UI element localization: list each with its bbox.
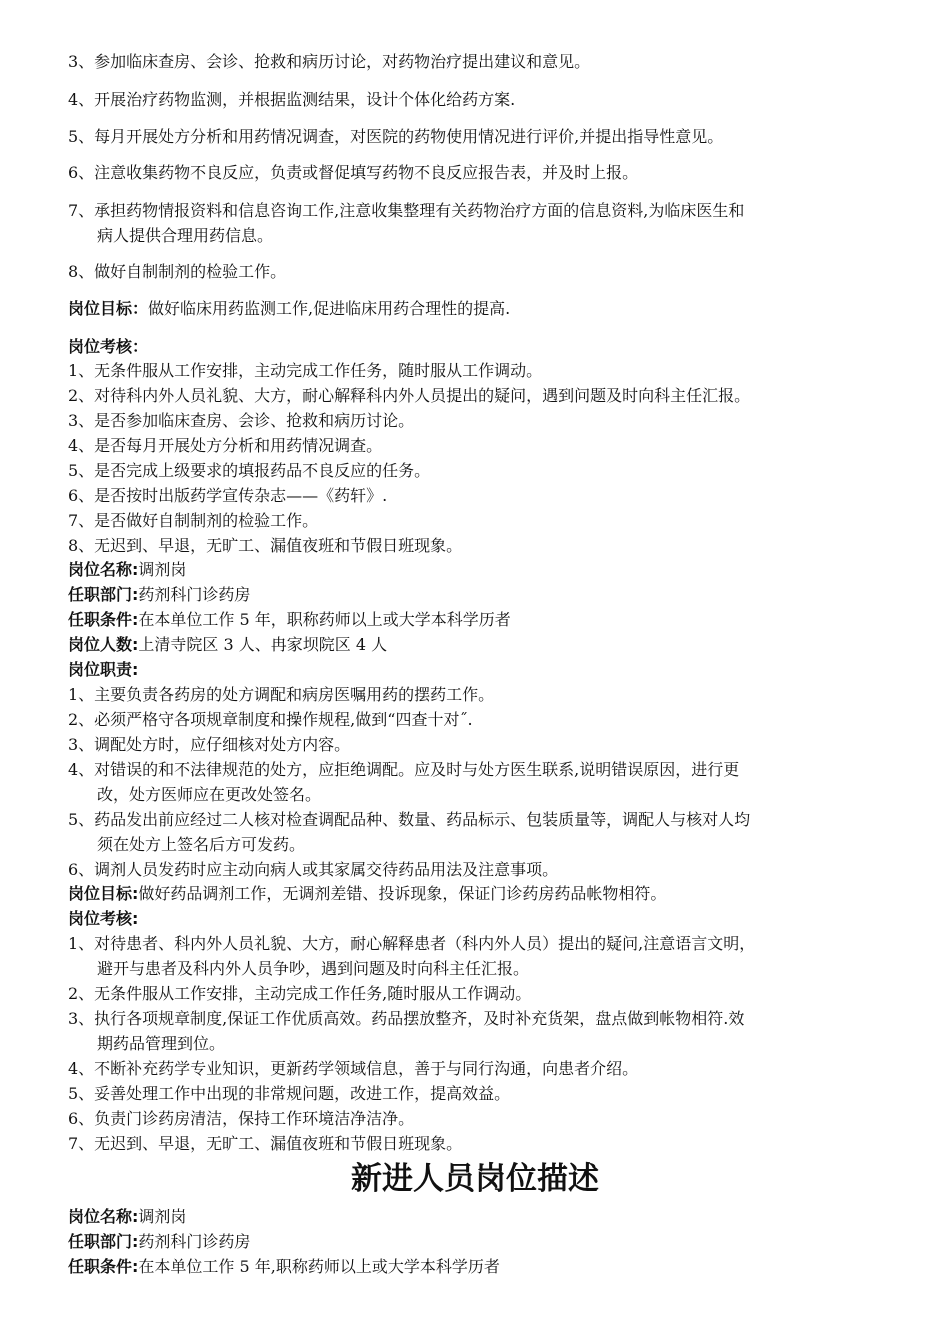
assessment-item-5: 5、是否完成上级要求的填报药品不良反应的任务。 [68,461,431,480]
assessment-item-1: 1、无条件服从工作安排，主动完成工作任务，随时服从工作调动。 [68,361,543,380]
assessment-b-item-6: 6、负责门诊药房清洁，保持工作环境洁净洁净。 [68,1109,415,1128]
post-c-name-value: 调剂岗 [138,1207,187,1226]
duty-b-item-4: 4、对错误的和不法律规范的处方，应拒绝调配。应及时与处方医生联系,说明错误原因，进行更 [68,760,740,779]
assessment-item-3: 3、是否参加临床查房、会诊、抢救和病历讨论。 [68,411,415,430]
post-condition-value: 在本单位工作 5 年，职称药师以上或大学本科学历者 [138,610,511,629]
post-c-name [68,1207,186,1227]
assessment-item-8: 8、无迟到、早退，无旷工、漏值夜班和节假日班现象。 [68,536,463,555]
post-c-dept-value: 药剂科门诊药房 [138,1232,251,1251]
post-headcount-value: 上清寺院区 3 人、冉家坝院区 4 人 [138,635,388,654]
duty-item-8: 8、做好自制制剂的检验工作。 [68,262,287,281]
assessment-b-item-4: 4、不断补充药学专业知识，更新药学领域信息，善于与同行沟通，向患者介绍。 [68,1059,639,1078]
assessment-item-4: 4、是否每月开展处方分析和用药情况调查。 [68,436,383,455]
duty-item-7: 7、承担药物情报资料和信息咨询工作,注意收集整理有关药物治疗方面的信息资料,为临床医生和 [68,201,745,220]
post-c-condition-label: 任职条件: [68,1257,139,1276]
duty-item-3: 3、参加临床查房、会诊、抢救和病历讨论，对药物治疗提出建议和意见。 [68,52,591,71]
post-dept-value: 药剂科门诊药房 [138,585,251,604]
post-condition-label: 任职条件: [68,610,139,629]
assessment-b-item-3: 3、执行各项规章制度,保证工作优质高效。药品摆放整齐，及时补充货架，盘点做到帐物相符.效 [68,1009,745,1028]
assessment-item-6: 6、是否按时出版药学宣传杂志——《药轩》. [68,486,388,505]
duties-heading: 岗位职责: [68,660,139,679]
assessment-b-item-7: 7、无迟到、早退，无旷工、漏值夜班和节假日班现象。 [68,1134,463,1153]
assessment-b-heading: 岗位考核: [68,909,139,928]
post-b-goal-label: 岗位目标: [68,884,139,903]
assessment-item-2: 2、对待科内外人员礼貌、大方，耐心解释科内外人员提出的疑问，遇到问题及时向科主任汇报。 [68,386,751,405]
post-goal-label: 岗位目标： [68,299,149,318]
post-c-condition [68,1257,500,1277]
post-dept [68,585,250,605]
duty-b-item-4-cont: 改，处方医师应在更改处签名。 [97,785,322,804]
post-name-value: 调剂岗 [138,560,187,579]
assessment-heading: 岗位考核： [68,337,149,356]
duty-item-5: 5、每月开展处方分析和用药情况调查，对医院的药物使用情况进行评价,并提出指导性意见。 [68,127,724,146]
post-headcount [68,635,387,655]
post-c-condition-value: 在本单位工作 5 年,职称药师以上或大学本科学历者 [138,1257,500,1276]
assessment-b-item-1: 1、对待患者、科内外人员礼貌、大方，耐心解释患者（科内外人员）提出的疑问,注意语言文明， [68,934,756,953]
duty-b-item-5: 5、药品发出前应经过二人核对检查调配品种、数量、药品标示、包装质量等，调配人与核对人均 [68,810,751,829]
duty-b-item-6: 6、调剂人员发药时应主动向病人或其家属交待药品用法及注意事项。 [68,860,559,879]
duty-item-6: 6、注意收集药物不良反应，负责或督促填写药物不良反应报告表，并及时上报。 [68,163,639,182]
assessment-item-7: 7、是否做好自制制剂的检验工作。 [68,511,319,530]
duty-item-4: 4、开展治疗药物监测，并根据监测结果，设计个体化给药方案. [68,90,516,109]
post-c-name-label: 岗位名称: [68,1207,139,1226]
post-goal [68,299,510,319]
duty-item-7-cont: 病人提供合理用药信息。 [97,226,274,245]
duty-b-item-3: 3、调配处方时，应仔细核对处方内容。 [68,735,351,754]
assessment-b-item-2: 2、无条件服从工作安排，主动完成工作任务,随时服从工作调动。 [68,984,532,1003]
duty-b-item-1: 1、主要负责各药房的处方调配和病房医嘱用药的摆药工作。 [68,685,495,704]
post-dept-label: 任职部门: [68,585,139,604]
post-condition [68,610,511,630]
post-b-goal-text: 做好药品调剂工作，无调剂差错、投诉现象，保证门诊药房药品帐物相符。 [138,884,667,903]
post-headcount-label: 岗位人数: [68,635,139,654]
post-name [68,560,186,580]
post-name-label: 岗位名称: [68,560,139,579]
duty-b-item-2: 2、必须严格守各项规章制度和操作规程,做到“四查十对˝. [68,710,473,729]
post-c-dept-label: 任职部门: [68,1232,139,1251]
assessment-b-item-5: 5、妥善处理工作中出现的非常规问题，改进工作，提高效益。 [68,1084,511,1103]
duty-b-item-5-cont: 须在处方上签名后方可发药。 [97,835,306,854]
assessment-b-item-1-cont: 避开与患者及科内外人员争吵，遇到问题及时向科主任汇报。 [97,959,530,978]
post-goal-text: 做好临床用药监测工作,促进临床用药合理性的提高. [148,299,511,318]
section-title: 新进人员岗位描述 [351,1161,599,1197]
post-b-goal [68,884,666,904]
assessment-b-item-3-cont: 期药品管理到位。 [97,1034,226,1053]
post-c-dept [68,1232,250,1252]
